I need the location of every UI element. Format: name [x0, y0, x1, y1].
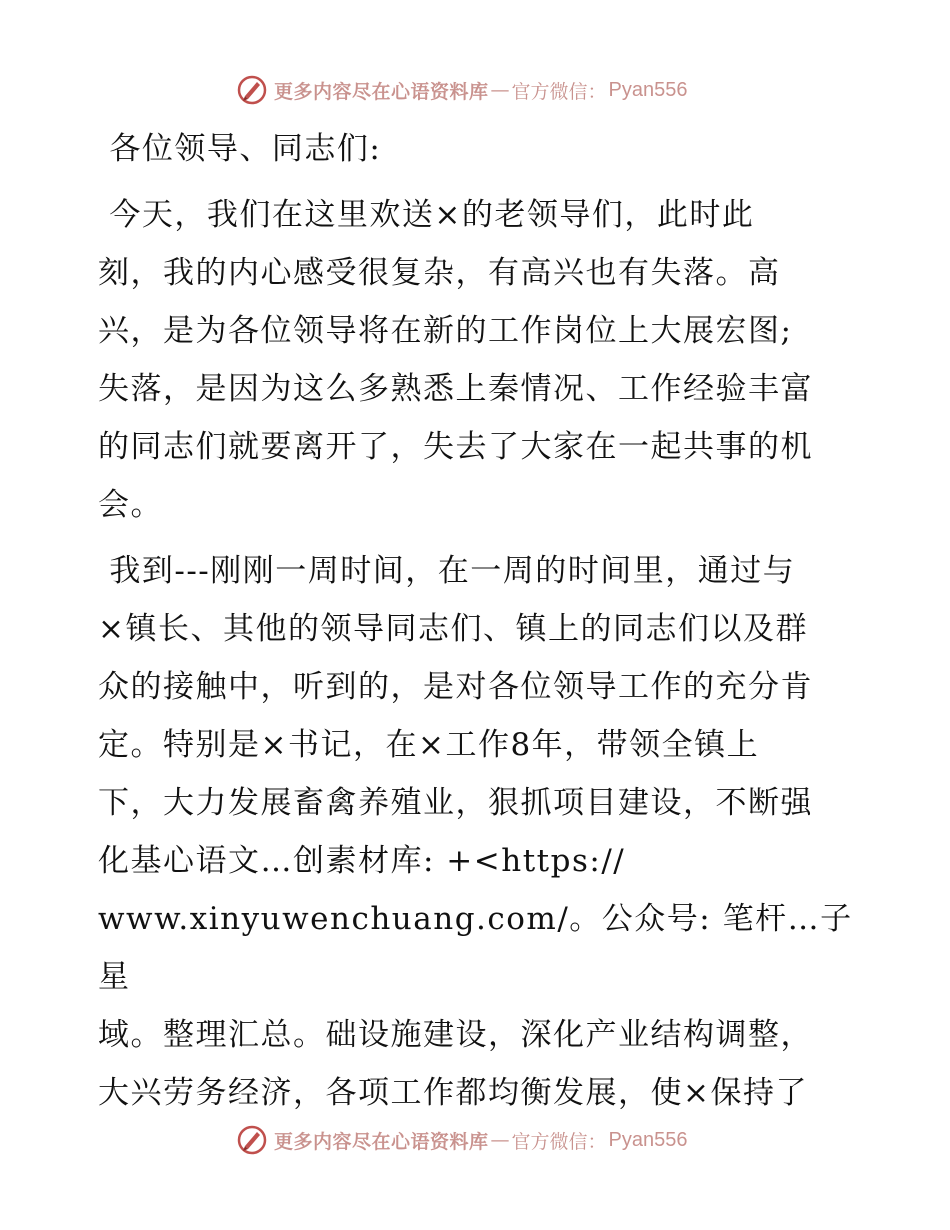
header-wechat-id: Pyan556: [608, 78, 688, 101]
footer-banner: [236, 1122, 688, 1158]
header-banner: [236, 72, 688, 108]
footer-wechat-id: Pyan556: [608, 1128, 688, 1151]
paragraph-2: 我到---刚刚一周时间，在一周的时间里，通过与 ×镇长、其他的领导同志们、镇上的同志们以及群 众的接触中，听到的，是对各位领导工作的充分肯 定。特别是×书记，在×工作8年，带领全镇上 下，大力发展畜禽养殖业，狠抓项目建设，不断强 化基心语文…创素材库: +<https:// www.xinyuwenchuang.com/。公众号: 笔杆…子星 域。整理汇总。础设施建设，深化产业结构调整， 大兴劳务经济，各项工作都均衡发展，使×保持了: [98, 553, 853, 1111]
footer-separator: —: [490, 1129, 510, 1151]
pen-logo-icon: [236, 1124, 268, 1156]
footer-wechat-label: 官方微信：: [511, 1130, 607, 1153]
header-wechat-label: 官方微信：: [511, 80, 607, 103]
footer-brand-text: 更多内容尽在心语资料库: [274, 1130, 489, 1153]
pen-logo-icon: [236, 74, 268, 106]
header-brand-text: 更多内容尽在心语资料库: [274, 80, 489, 103]
paragraph-1: 今天，我们在这里欢送×的老领导们，此时此 刻，我的内心感受很复杂，有高兴也有失落。高 兴，是为各位领导将在新的工作岗位上大展宏图; 失落，是因为这么多熟悉上秦情况、工作经验丰富 的同志们就要离开了，失去了大家在一起共事的机 会。: [98, 197, 813, 523]
header-separator: —: [490, 79, 510, 101]
document-body: [98, 120, 858, 1122]
salutation: 各位领导、同志们:: [98, 131, 382, 167]
